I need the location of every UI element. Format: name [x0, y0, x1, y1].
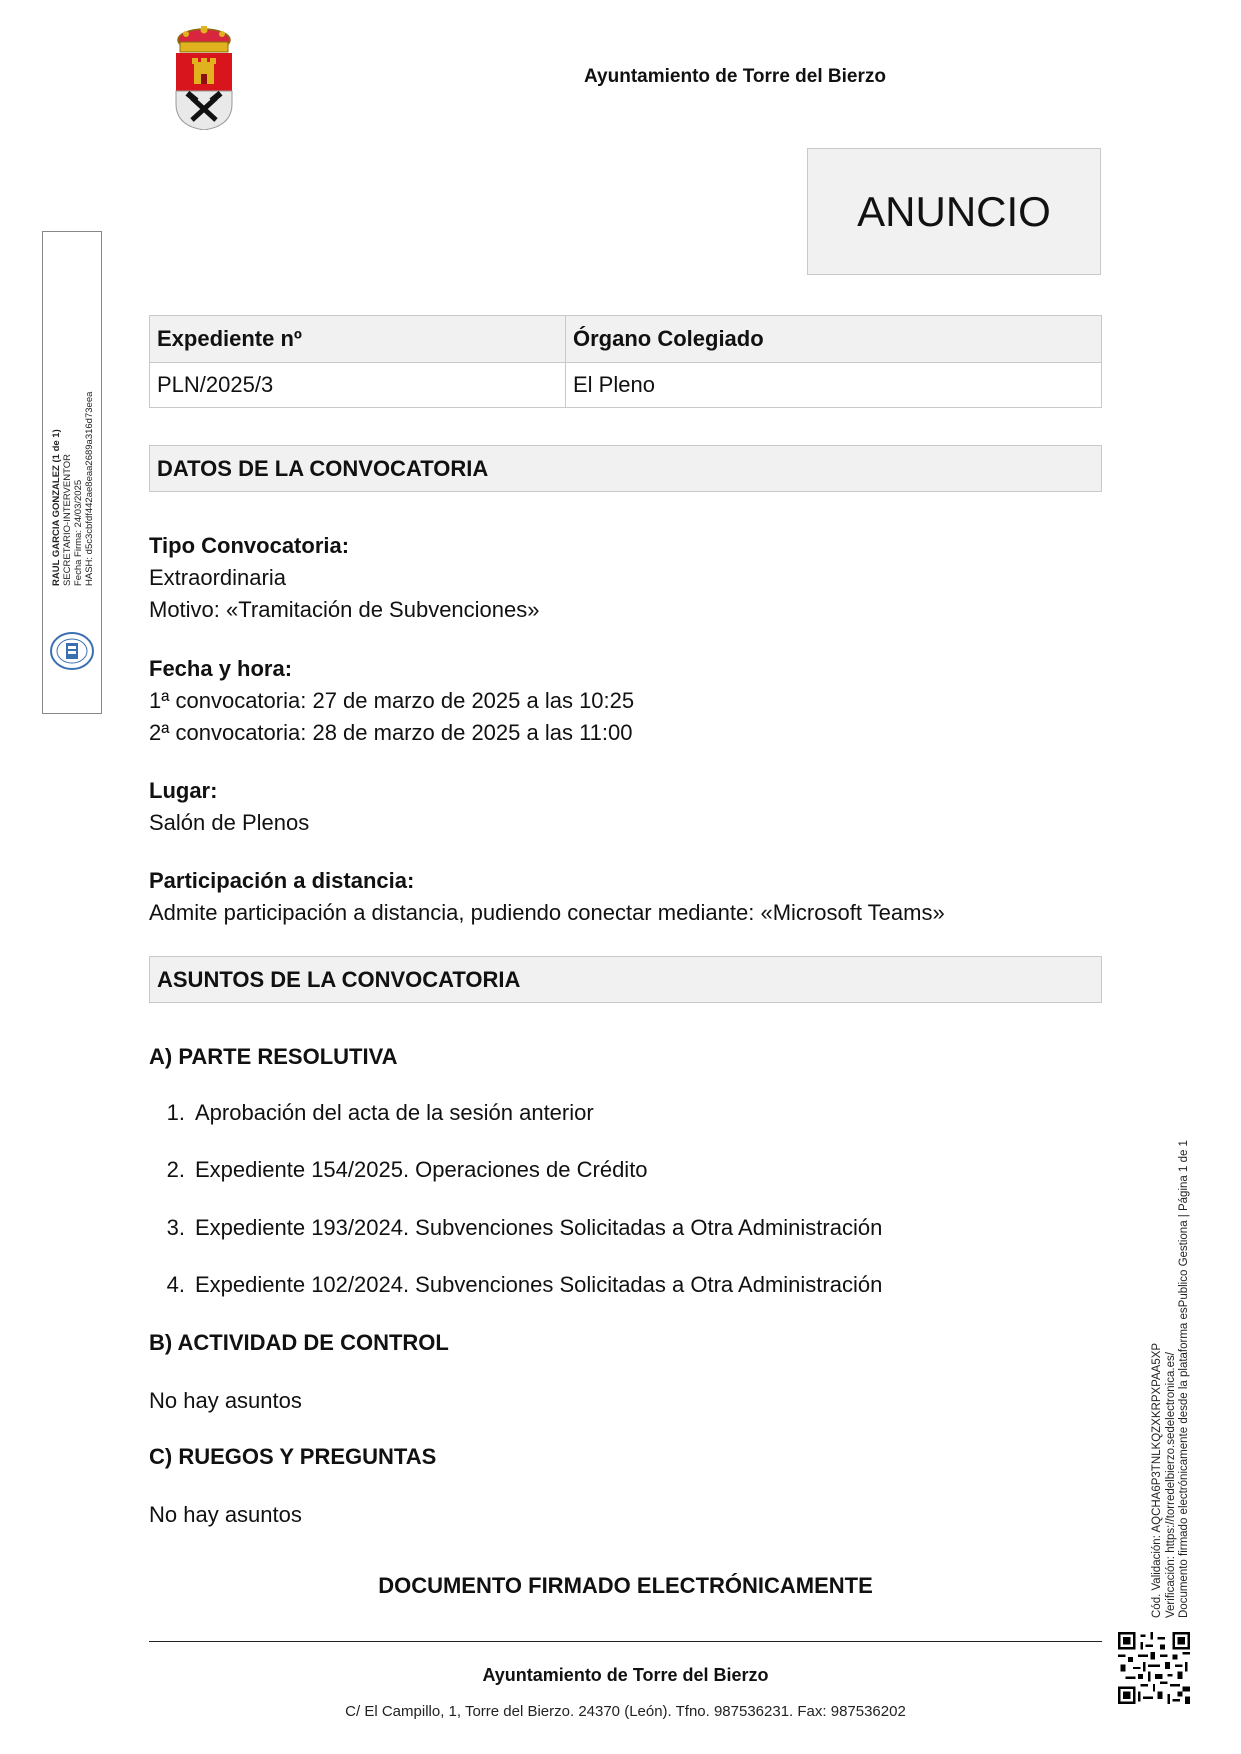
primera-convocatoria: 1ª convocatoria: 27 de marzo de 2025 a las 10:25: [149, 688, 635, 713]
seal-icon: [49, 628, 95, 674]
coat-of-arms-logo: [172, 26, 236, 130]
actividad-control-title: B) ACTIVIDAD DE CONTROL: [149, 1330, 449, 1355]
section-asuntos-convocatoria: ASUNTOS DE LA CONVOCATORIA: [149, 956, 1102, 1003]
ruegos-value: No hay asuntos: [149, 1502, 302, 1527]
ruegos-title: C) RUEGOS Y PREGUNTAS: [149, 1444, 437, 1469]
table-header-row: [150, 316, 1101, 363]
signed-notice: DOCUMENTO FIRMADO ELECTRÓNICAMENTE: [378, 1573, 873, 1598]
lugar-label: Lugar:: [149, 778, 218, 803]
signer-role: SECRETARIO-INTERVENTOR: [62, 454, 73, 586]
document-type-box: [807, 148, 1101, 275]
signature-strip: [42, 231, 102, 714]
motivo-text: Motivo: «Tramitación de Subvenciones»: [149, 597, 540, 622]
verification-url[interactable]: Verificación: https://torredelbierzo.sedelectronica.es/: [1164, 1352, 1177, 1618]
expediente-header: Expediente nº: [150, 316, 566, 362]
verification-text: [1151, 1140, 1192, 1618]
list-item: 2. Expediente 154/2025. Operaciones de Crédito: [166, 1157, 648, 1182]
table-row: [150, 362, 1101, 408]
signature-hash: HASH: d5c3cbfdf442ae8eaa2689a316d73eea: [84, 391, 95, 586]
fecha-label: Fecha y hora:: [149, 656, 293, 681]
footer-organization: Ayuntamiento de Torre del Bierzo: [482, 1665, 769, 1685]
platform-notice: Documento firmado electrónicamente desde la plataforma esPublico Gestiona | Página 1 de 1: [1178, 1140, 1190, 1618]
signer-name: RAUL GARCIA GONZALEZ (1 de 1): [51, 429, 62, 586]
list-item: 4. Expediente 102/2024. Subvenciones Solicitadas a Otra Administración: [166, 1272, 883, 1297]
qr-code-icon: [1118, 1632, 1190, 1704]
header-organization: Ayuntamiento de Torre del Bierzo: [584, 66, 886, 87]
parte-resolutiva-title: A) PARTE RESOLUTIVA: [149, 1044, 398, 1069]
signature-date: Fecha Firma: 24/03/2025: [73, 479, 84, 586]
participacion-value: Admite participación a distancia, pudiendo conectar mediante: «Microsoft Teams»: [149, 900, 945, 925]
section-datos-convocatoria: DATOS DE LA CONVOCATORIA: [149, 445, 1102, 492]
tipo-value: Extraordinaria: [149, 565, 286, 590]
list-item: 3. Expediente 193/2024. Subvenciones Solicitadas a Otra Administración: [166, 1215, 883, 1240]
expediente-value: PLN/2025/3: [150, 362, 566, 408]
participacion-label: Participación a distancia:: [149, 868, 415, 893]
footer-divider: [149, 1641, 1102, 1642]
validation-code: Cód. Validación: AQCHA6P3TNLKQZXKRPXPAA5XP: [1151, 1342, 1163, 1618]
footer-address: C/ El Campillo, 1, Torre del Bierzo. 24370 (León). Tfno. 987536231. Fax: 987536202: [345, 1703, 906, 1720]
organo-header: Órgano Colegiado: [573, 326, 764, 351]
tipo-label: Tipo Convocatoria:: [149, 533, 350, 558]
document-type-title: ANUNCIO: [857, 187, 1051, 235]
segunda-convocatoria: 2ª convocatoria: 28 de marzo de 2025 a las 11:00: [149, 720, 633, 745]
expediente-table: [149, 315, 1102, 408]
signature-text: [51, 246, 95, 586]
organo-value: El Pleno: [573, 372, 655, 397]
list-item: 1. Aprobación del acta de la sesión anterior: [166, 1100, 594, 1125]
actividad-control-value: No hay asuntos: [149, 1388, 302, 1413]
lugar-value: Salón de Plenos: [149, 810, 310, 835]
